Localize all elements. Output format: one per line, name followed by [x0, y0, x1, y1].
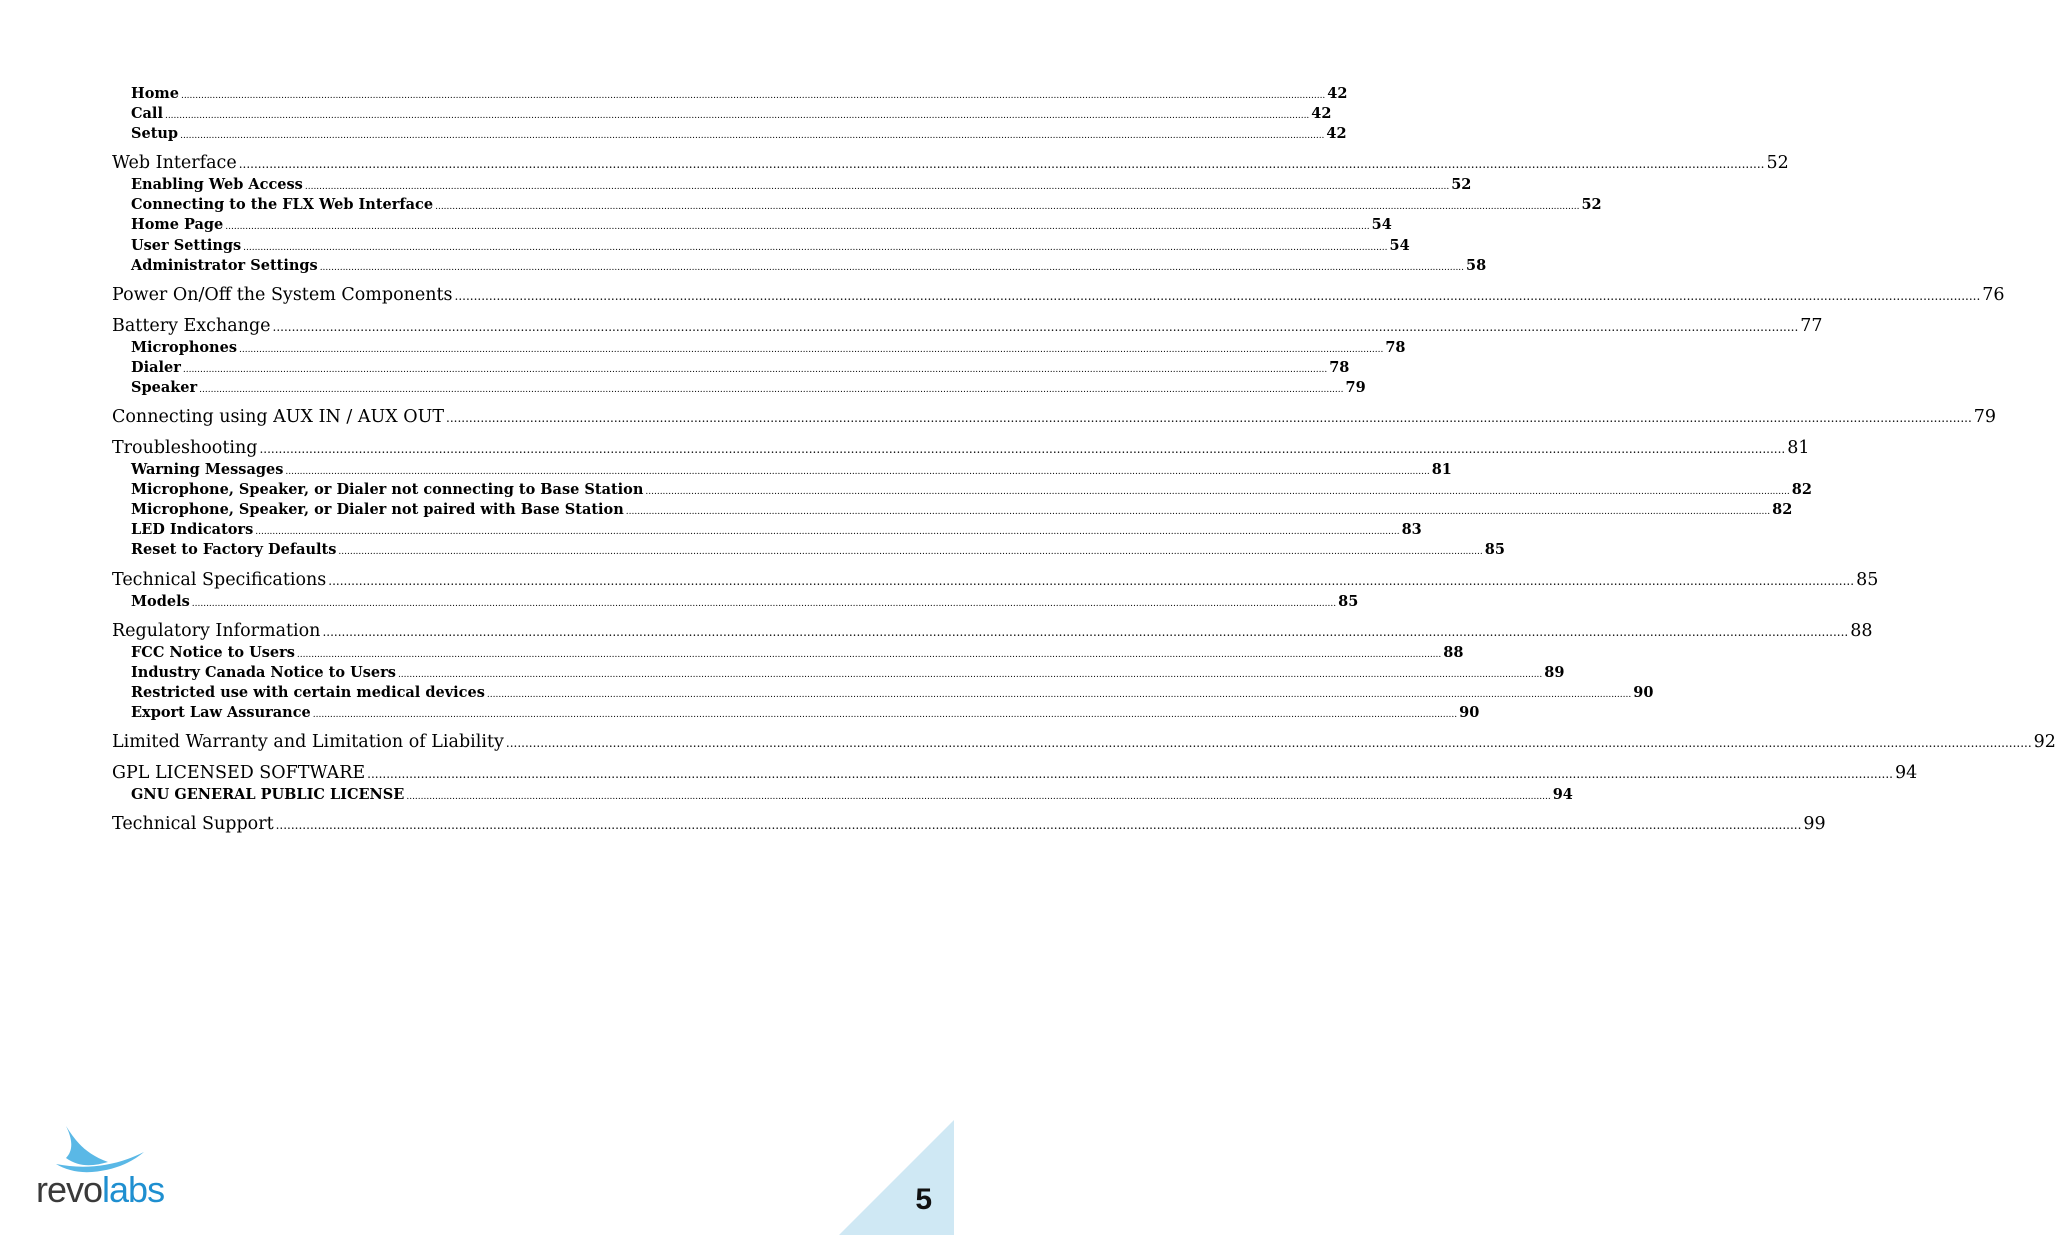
toc-entry-page: 88 [1850, 620, 1873, 641]
toc-dot-leader: ................................................................................................................................................................................................................................................................................................................................................................................................................ [435, 202, 1580, 213]
toc-subsection-entry[interactable] [112, 215, 1392, 235]
toc-entry-page: 99 [1803, 814, 1826, 835]
toc-entry-title: Dialer [131, 358, 181, 376]
toc-entry-title: FCC Notice to Users [131, 643, 295, 661]
toc-entry-title: Power On/Off the System Components [112, 284, 453, 305]
toc-section-entry[interactable] [112, 812, 1826, 836]
toc-dot-leader: ................................................................................................................................................................................................................................................................................................................................................................................................................ [322, 624, 1849, 639]
toc-entry-title: Export Law Assurance [131, 703, 311, 721]
toc-entry-title: LED Indicators [131, 521, 254, 539]
toc-entry-page: 54 [1389, 236, 1410, 254]
toc-entry-page: 90 [1633, 683, 1654, 701]
toc-subsection-entry[interactable] [112, 663, 1565, 683]
toc-dot-leader: ................................................................................................................................................................................................................................................................................................................................................................................................................ [182, 364, 1328, 375]
toc-entry-title: Regulatory Information [112, 620, 321, 641]
toc-subsection-entry[interactable] [112, 520, 1422, 540]
toc-subsection-entry[interactable] [112, 236, 1410, 256]
toc-entry-title: Technical Support [112, 814, 274, 835]
toc-entry-title: Models [131, 592, 190, 610]
toc-subsection-entry[interactable] [112, 643, 1464, 663]
toc-entry-page: 85 [1338, 592, 1359, 610]
toc-dot-leader: ................................................................................................................................................................................................................................................................................................................................................................................................................ [199, 384, 1344, 395]
toc-subsection-entry[interactable] [112, 256, 1487, 276]
toc-entry-page: 94 [1894, 762, 1918, 783]
logo-wordmark [36, 1170, 164, 1210]
toc-entry-page: 52 [1766, 153, 1789, 174]
toc-entry-title: Reset to Factory Defaults [131, 541, 337, 559]
toc-section-entry[interactable] [112, 619, 1873, 643]
toc-entry-page: 81 [1431, 461, 1452, 479]
toc-dot-leader: ................................................................................................................................................................................................................................................................................................................................................................................................................ [505, 735, 2032, 750]
toc-entry-title: Microphone, Speaker, or Dialer not paired with Base Station [131, 501, 624, 519]
toc-subsection-entry[interactable] [112, 500, 1793, 520]
toc-dot-leader: ................................................................................................................................................................................................................................................................................................................................................................................................................ [238, 157, 1765, 172]
toc-dot-leader: ................................................................................................................................................................................................................................................................................................................................................................................................................ [255, 527, 1400, 538]
toc-entry-title: Setup [131, 125, 179, 143]
logo-text-revo: revo [36, 1169, 103, 1210]
toc-subsection-entry[interactable] [112, 338, 1406, 358]
toc-entry-title: GNU GENERAL PUBLIC LICENSE [131, 785, 405, 803]
toc-subsection-entry[interactable] [112, 175, 1472, 195]
toc-entry-title: Enabling Web Access [131, 176, 303, 194]
toc-entry-title: Battery Exchange [112, 315, 271, 336]
toc-entry-title: Microphones [131, 338, 237, 356]
toc-entry-title: GPL LICENSED SOFTWARE [112, 762, 366, 783]
toc-entry-title: Warning Messages [131, 461, 284, 479]
toc-dot-leader: ................................................................................................................................................................................................................................................................................................................................................................................................................ [645, 487, 1790, 498]
toc-subsection-entry[interactable] [112, 84, 1348, 104]
toc-entry-title: Troubleshooting [112, 438, 258, 459]
toc-entry-page: 79 [1345, 378, 1366, 396]
toc-subsection-entry[interactable] [112, 124, 1347, 144]
toc-section-entry[interactable] [112, 568, 1879, 592]
toc-entry-page: 82 [1772, 501, 1793, 519]
toc-subsection-entry[interactable] [112, 195, 1602, 215]
toc-subsection-entry[interactable] [112, 460, 1452, 480]
toc-dot-leader: ................................................................................................................................................................................................................................................................................................................................................................................................................ [328, 573, 1855, 588]
toc-subsection-entry[interactable] [112, 540, 1505, 560]
toc-entry-page: 81 [1787, 438, 1810, 459]
toc-dot-leader: ................................................................................................................................................................................................................................................................................................................................................................................................................ [454, 288, 1981, 303]
toc-section-entry[interactable] [112, 436, 1810, 460]
toc-section-entry[interactable] [112, 761, 1918, 785]
toc-subsection-entry[interactable] [112, 785, 1573, 805]
toc-entry-title: Microphone, Speaker, or Dialer not connecting to Base Station [131, 481, 644, 499]
page-corner-triangle [839, 1120, 954, 1235]
toc-section-entry[interactable] [112, 730, 2056, 754]
toc-entry-page: 52 [1581, 196, 1602, 214]
toc-entry-title: Industry Canada Notice to Users [131, 663, 396, 681]
toc-section-entry[interactable] [112, 314, 1823, 338]
toc-entry-page: 79 [1973, 407, 1997, 428]
toc-entry-title: Technical Specifications [112, 569, 327, 590]
toc-dot-leader: ................................................................................................................................................................................................................................................................................................................................................................................................................ [319, 262, 1465, 273]
toc-entry-page: 78 [1385, 338, 1406, 356]
toc-subsection-entry[interactable] [112, 378, 1366, 398]
toc-entry-title: Home Page [131, 216, 224, 234]
page-number: 5 [915, 1183, 932, 1216]
toc-dot-leader: ................................................................................................................................................................................................................................................................................................................................................................................................................ [406, 791, 1551, 802]
toc-dot-leader: ................................................................................................................................................................................................................................................................................................................................................................................................................ [225, 222, 1370, 233]
toc-entry-page: 76 [1982, 284, 2005, 305]
toc-entry-title: Restricted use with certain medical devices [131, 683, 485, 701]
toc-entry-page: 82 [1791, 481, 1812, 499]
toc-dot-leader: ................................................................................................................................................................................................................................................................................................................................................................................................................ [191, 598, 1337, 609]
toc-dot-leader: ................................................................................................................................................................................................................................................................................................................................................................................................................ [312, 709, 1458, 720]
toc-dot-leader: ................................................................................................................................................................................................................................................................................................................................................................................................................ [238, 344, 1384, 355]
toc-subsection-entry[interactable] [112, 592, 1359, 612]
toc-entry-title: Home [131, 85, 179, 102]
toc-dot-leader: ................................................................................................................................................................................................................................................................................................................................................................................................................ [304, 182, 1450, 193]
toc-dot-leader: ................................................................................................................................................................................................................................................................................................................................................................................................................ [180, 131, 1325, 142]
toc-section-entry[interactable] [112, 151, 1789, 175]
logo-text-labs: labs [102, 1169, 165, 1210]
toc-dot-leader: ................................................................................................................................................................................................................................................................................................................................................................................................................ [397, 669, 1543, 680]
toc-entry-page: 42 [1326, 125, 1347, 143]
toc-dot-leader: ................................................................................................................................................................................................................................................................................................................................................................................................................ [296, 649, 1442, 660]
toc-entry-title: User Settings [131, 236, 242, 254]
toc-entry-page: 89 [1544, 663, 1565, 681]
toc-section-entry[interactable] [112, 405, 1997, 429]
toc-dot-leader: ................................................................................................................................................................................................................................................................................................................................................................................................................ [272, 319, 1799, 334]
toc-entry-page: 92 [2033, 731, 2056, 752]
toc-dot-leader: ................................................................................................................................................................................................................................................................................................................................................................................................................ [275, 818, 1802, 833]
toc-entry-page: 42 [1311, 105, 1332, 123]
toc-dot-leader: ................................................................................................................................................................................................................................................................................................................................................................................................................ [164, 111, 1310, 122]
toc-entry-page: 85 [1856, 569, 1879, 590]
toc-entry-title: Administrator Settings [131, 256, 318, 274]
toc-entry-page: 58 [1466, 256, 1487, 274]
toc-dot-leader: ................................................................................................................................................................................................................................................................................................................................................................................................................ [180, 91, 1326, 101]
toc-entry-page: 42 [1327, 85, 1348, 102]
toc-entry-title: Connecting using AUX IN / AUX OUT [112, 407, 445, 428]
toc-entry-page: 52 [1451, 176, 1472, 194]
toc-dot-leader: ................................................................................................................................................................................................................................................................................................................................................................................................................ [338, 547, 1483, 558]
toc-subsection-entry[interactable] [112, 104, 1332, 124]
toc-entry-page: 54 [1371, 216, 1392, 234]
toc-entry-page: 85 [1484, 541, 1505, 559]
toc-subsection-entry[interactable] [112, 358, 1350, 378]
toc-entry-page: 78 [1329, 358, 1350, 376]
toc-entry-title: Limited Warranty and Limitation of Liability [112, 731, 504, 752]
toc-entry-page: 83 [1401, 521, 1422, 539]
toc-dot-leader: ................................................................................................................................................................................................................................................................................................................................................................................................................ [367, 766, 1893, 781]
table-of-contents [112, 84, 2056, 836]
toc-entry-title: Connecting to the FLX Web Interface [131, 196, 434, 214]
toc-entry-page: 88 [1443, 643, 1464, 661]
toc-entry-title: Web Interface [112, 153, 237, 174]
toc-dot-leader: ................................................................................................................................................................................................................................................................................................................................................................................................................ [625, 507, 1771, 518]
toc-subsection-entry[interactable] [112, 703, 1480, 723]
toc-dot-leader: ................................................................................................................................................................................................................................................................................................................................................................................................................ [243, 242, 1388, 253]
toc-dot-leader: ................................................................................................................................................................................................................................................................................................................................................................................................................ [486, 689, 1632, 700]
toc-dot-leader: ................................................................................................................................................................................................................................................................................................................................................................................................................ [285, 467, 1430, 478]
toc-entry-page: 90 [1459, 703, 1480, 721]
toc-dot-leader: ................................................................................................................................................................................................................................................................................................................................................................................................................ [259, 442, 1786, 457]
toc-entry-title: Speaker [131, 378, 198, 396]
toc-entry-title: Call [131, 105, 163, 123]
toc-section-entry[interactable] [112, 283, 2005, 307]
toc-subsection-entry[interactable] [112, 683, 1654, 703]
toc-subsection-entry[interactable] [112, 480, 1812, 500]
toc-dot-leader: ................................................................................................................................................................................................................................................................................................................................................................................................................ [446, 411, 1972, 426]
toc-entry-page: 77 [1800, 315, 1823, 336]
toc-entry-page: 94 [1552, 785, 1573, 803]
